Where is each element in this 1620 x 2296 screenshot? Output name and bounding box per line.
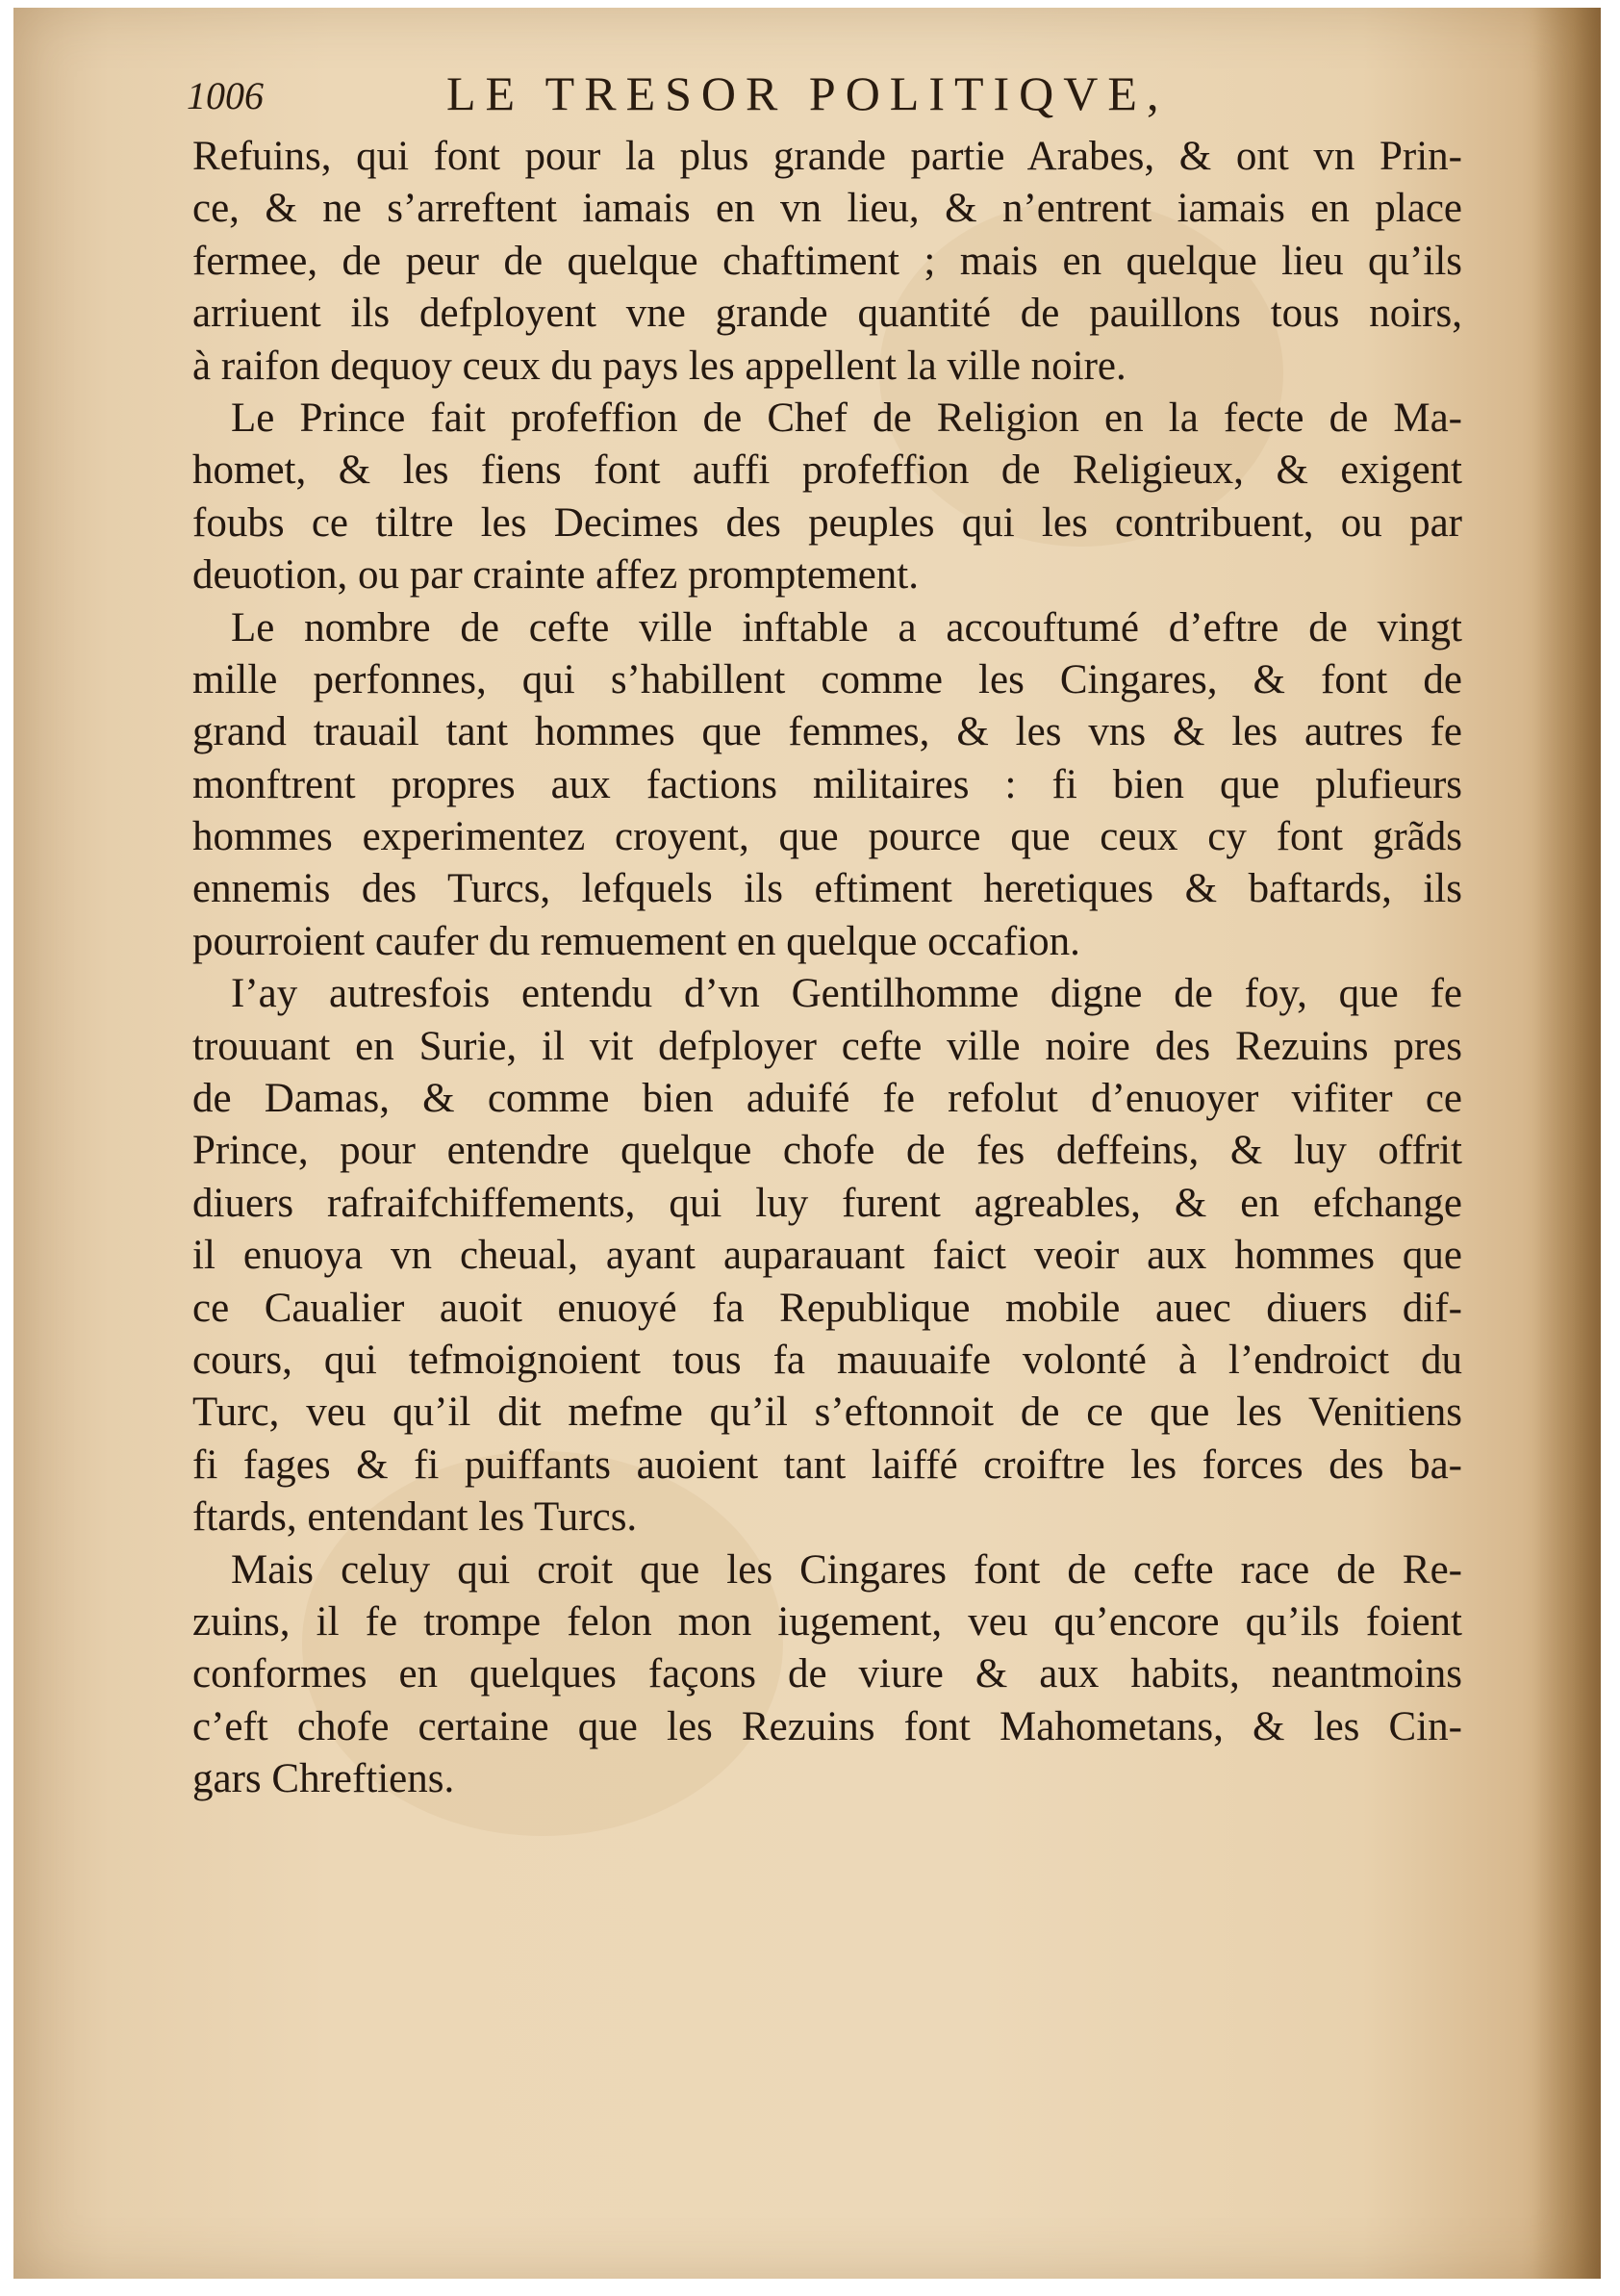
text-line: monftrent propres aux factions militaires : fi bien que plufieurs (192, 761, 1462, 807)
text-line: ce, & ne s’arreftent iamais en vn lieu, & n’entrent iamais en place (192, 186, 1462, 232)
text-line: ftards, entendant les Turcs. (192, 1494, 638, 1541)
text-line: grand trauail tant hommes que femmes, & les vns & les autres fe (192, 709, 1462, 755)
text-line: zuins, il fe trompe felon mon iugement, veu qu’encore qu’ils foient (192, 1598, 1462, 1645)
text-line: trouuant en Surie, il vit defployer cefte ville noire des Rezuins pres (192, 1023, 1462, 1069)
text-line: homet, & les fiens font auffi profeffion de Religieux, & exigent (192, 447, 1462, 494)
text-line: Turc, veu qu’il dit mefme qu’il s’eftonnoit de ce que les Venitiens (192, 1390, 1462, 1436)
text-line: il enuoya vn cheual, ayant auparauant faict veoir aux hommes que (192, 1233, 1462, 1279)
text-line: Le Prince fait profeffion de Chef de Religion en la fecte de Ma- (231, 395, 1462, 441)
body-text (192, 131, 1462, 1806)
text-line: mille perfonnes, qui s’habillent comme les Cingares, & font de (192, 656, 1462, 702)
text-line: diuers rafraifchiffements, qui luy furent agreables, & en efchange (192, 1180, 1462, 1226)
text-line: c’eft chofe certaine que les Rezuins font Mahometans, & les Cin- (192, 1703, 1462, 1749)
text-line: gars Chreftiens. (192, 1756, 455, 1802)
text-line: Mais celuy qui croit que les Cingares font de cefte race de Re- (231, 1546, 1462, 1593)
text-line: cours, qui tefmoignoient tous fa mauuaife volonté à l’endroict du (192, 1337, 1462, 1383)
text-line: arriuent ils defployent vne grande quantité de pauillons tous noirs, (192, 291, 1462, 337)
text-line: conformes en quelques façons de viure & aux habits, neantmoins (192, 1651, 1462, 1697)
text-line: Refuins, qui font pour la plus grande partie Arabes, & ont vn Prin- (192, 134, 1462, 179)
text-line: pourroient caufer du remuement en quelque occafion. (192, 918, 1080, 964)
text-line: foubs ce tiltre les Decimes des peuples qui les contribuent, ou par (192, 499, 1462, 546)
running-title: LE TRESOR POLITIQVE, (446, 66, 1169, 120)
text-line: de Damas, & comme bien aduifé fe refolut d’enuoyer vifiter ce (192, 1076, 1462, 1122)
text-line: fi fages & fi puiffants auoient tant laiffé croiftre les forces des ba- (192, 1441, 1462, 1488)
text-line: I’ay autresfois entendu d’vn Gentilhomme digne de foy, que fe (231, 971, 1462, 1017)
page-number: 1006 (187, 74, 264, 117)
text-line: Le nombre de cefte ville inftable a accouftumé d’eftre de vingt (231, 604, 1462, 651)
text-line: hommes experimentez croyent, que pource que ceux cy font grãds (192, 814, 1462, 860)
text-line: à raifon dequoy ceux du pays les appellent la ville noire. (192, 343, 1126, 389)
text-line: Prince, pour entendre quelque chofe de fes deffeins, & luy offrit (192, 1128, 1462, 1174)
text-line: ennemis des Turcs, lefquels ils eftiment heretiques & baftards, ils (192, 866, 1462, 912)
page-edge-shadow (1533, 8, 1601, 2279)
text-line: fermee, de peur de quelque chaftiment ; mais en quelque lieu qu’ils (192, 238, 1462, 284)
text-line: deuotion, ou par crainte affez promptement. (192, 552, 919, 599)
page-header (187, 66, 1476, 131)
text-line: ce Caualier auoit enuoyé fa Republique mobile auec diuers dif- (192, 1285, 1462, 1331)
